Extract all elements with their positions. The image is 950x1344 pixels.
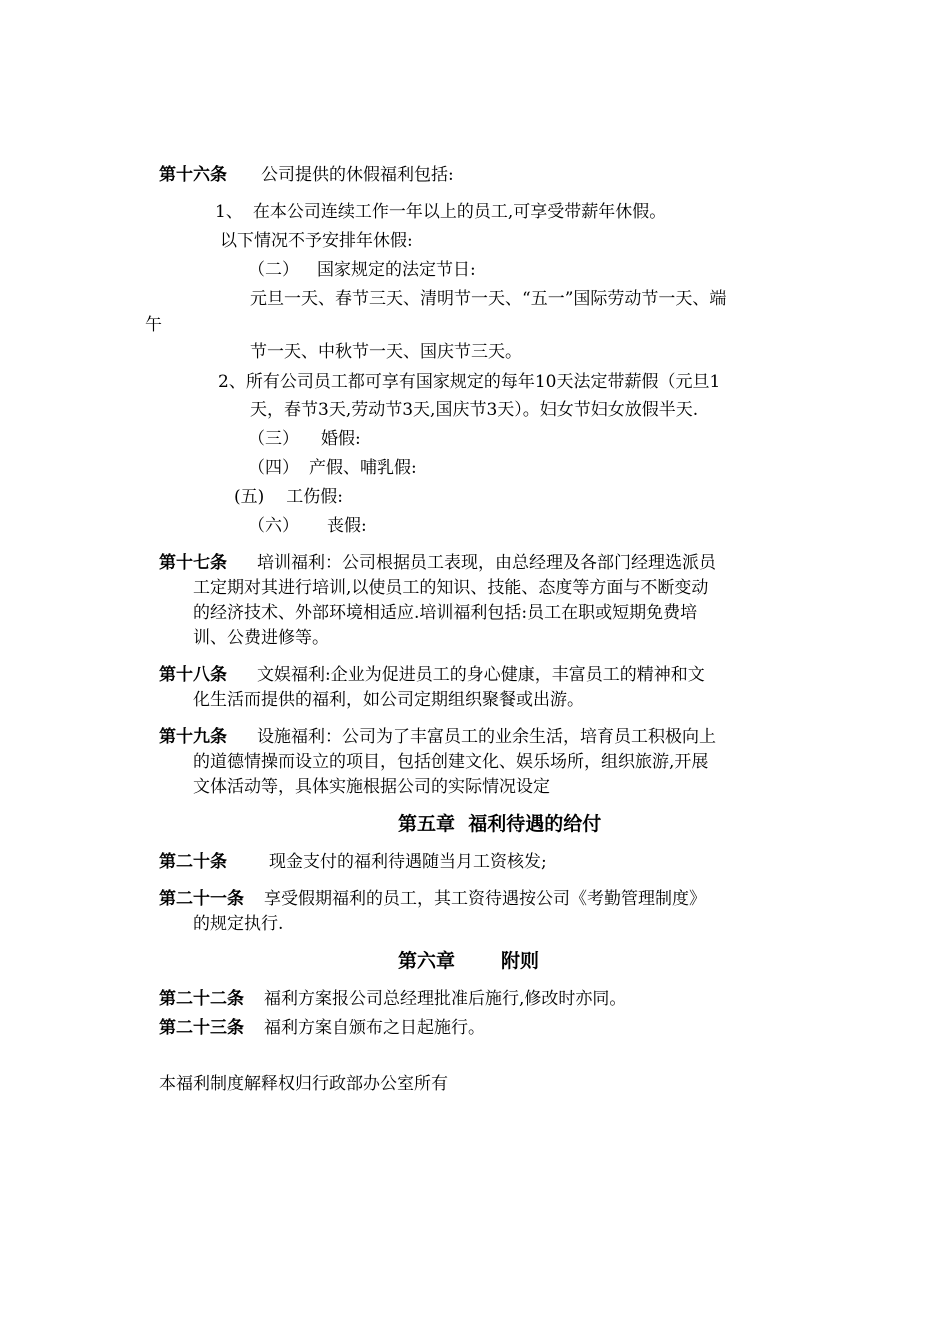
interpretation-note: 本福利制度解释权归行政部办公室所有 [159,1074,448,1094]
article-23 [159,1017,485,1039]
article-18-text: 文娱福利:企业为促进员工的身心健康，丰富员工的精神和文 [257,665,705,685]
article-19-line-1 [159,726,716,748]
article-20-label: 第二十条 [159,852,227,872]
article-18-label: 第十八条 [159,665,227,685]
sub-item-4-text: 产假、哺乳假: [309,458,417,478]
article-17-label: 第十七条 [159,553,227,573]
holidays-line-2: 节一天、中秋节一天、国庆节三天。 [250,342,522,362]
article-17-line-1 [159,552,716,574]
sub-item-4 [248,457,417,479]
sub-item-4-number: （四） [248,458,299,478]
article-19-label: 第十九条 [159,727,227,747]
chapter-6-subtitle: 附则 [501,950,540,972]
article-18-line-1 [159,664,705,686]
article-17-line-4: 训、公费进修等。 [193,628,329,648]
article-17-line-2: 工定期对其进行培训,以使员工的知识、技能、态度等方面与不断变动 [193,578,709,598]
article-16-label: 第十六条 [159,165,227,185]
article-23-label: 第二十三条 [159,1018,244,1038]
sub-item-2-text: 国家规定的法定节日: [317,260,476,280]
article-23-text: 福利方案自颁布之日起施行。 [264,1018,485,1038]
article-22-text: 福利方案报公司总经理批准后施行,修改时亦同。 [264,989,627,1009]
sub-item-3-number: （三） [248,429,299,449]
sub-item-5 [234,486,343,508]
sub-item-3 [248,428,361,450]
article-21-label: 第二十一条 [159,889,244,909]
item-1-text: 在本公司连续工作一年以上的员工,可享受带薪年休假。 [252,202,667,222]
article-20-text: 现金支付的福利待遇随当月工资核发; [269,852,547,872]
item-2-line-1: 2、所有公司员工都可享有国家规定的每年10天法定带薪假（元旦1 [218,372,721,392]
chapter-6-title: 第六章 [398,950,456,972]
article-16 [159,164,454,186]
article-16-text: 公司提供的休假福利包括: [261,165,454,185]
article-19-text: 设施福利：公司为了丰富员工的业余生活，培育员工积极向上 [257,727,716,747]
sub-item-2-number: （二） [248,260,299,280]
article-21-line-1 [159,888,706,910]
sub-item-6-number: （六） [248,516,299,536]
article-19-line-3: 文体活动等，具体实施根据公司的实际情况设定 [193,777,550,797]
holidays-line-1: 元旦一天、春节三天、清明节一天、“五一”国际劳动节一天、端 [250,289,727,309]
article-22-label: 第二十二条 [159,989,244,1009]
article-22 [159,988,626,1010]
article-21-line-2: 的规定执行. [193,914,284,934]
article-17-line-3: 的经济技术、外部环境相适应.培训福利包括:员工在职或短期免费培 [193,603,698,623]
article-20 [159,851,547,873]
sub-item-3-text: 婚假: [321,429,361,449]
sub-item-6-text: 丧假: [327,516,367,536]
sub-item-2 [248,259,476,281]
sub-item-5-text: 工伤假: [286,487,343,507]
article-21-text: 享受假期福利的员工，其工资待遇按公司《考勤管理制度》 [264,889,706,909]
article-17-text: 培训福利：公司根据员工表现，由总经理及各部门经理选派员 [257,553,716,573]
sub-item-5-number: (五) [234,487,265,507]
article-16-item-1 [215,201,666,223]
item-1-number: 1、 [215,202,243,222]
article-18-line-2: 化生活而提供的福利，如公司定期组织聚餐或出游。 [193,690,584,710]
no-leave-note: 以下情况不予安排年休假: [220,231,413,251]
sub-item-6 [248,515,367,537]
chapter-5-title: 第五章 福利待遇的给付 [398,813,602,835]
chapter-6-heading [398,949,539,973]
holidays-wrap: 午 [145,315,162,335]
item-2-line-2: 天，春节3天,劳动节3天,国庆节3天）。妇女节妇女放假半天. [250,400,699,420]
article-19-line-2: 的道德情操而设立的项目，包括创建文化、娱乐场所，组织旅游,开展 [193,752,709,772]
